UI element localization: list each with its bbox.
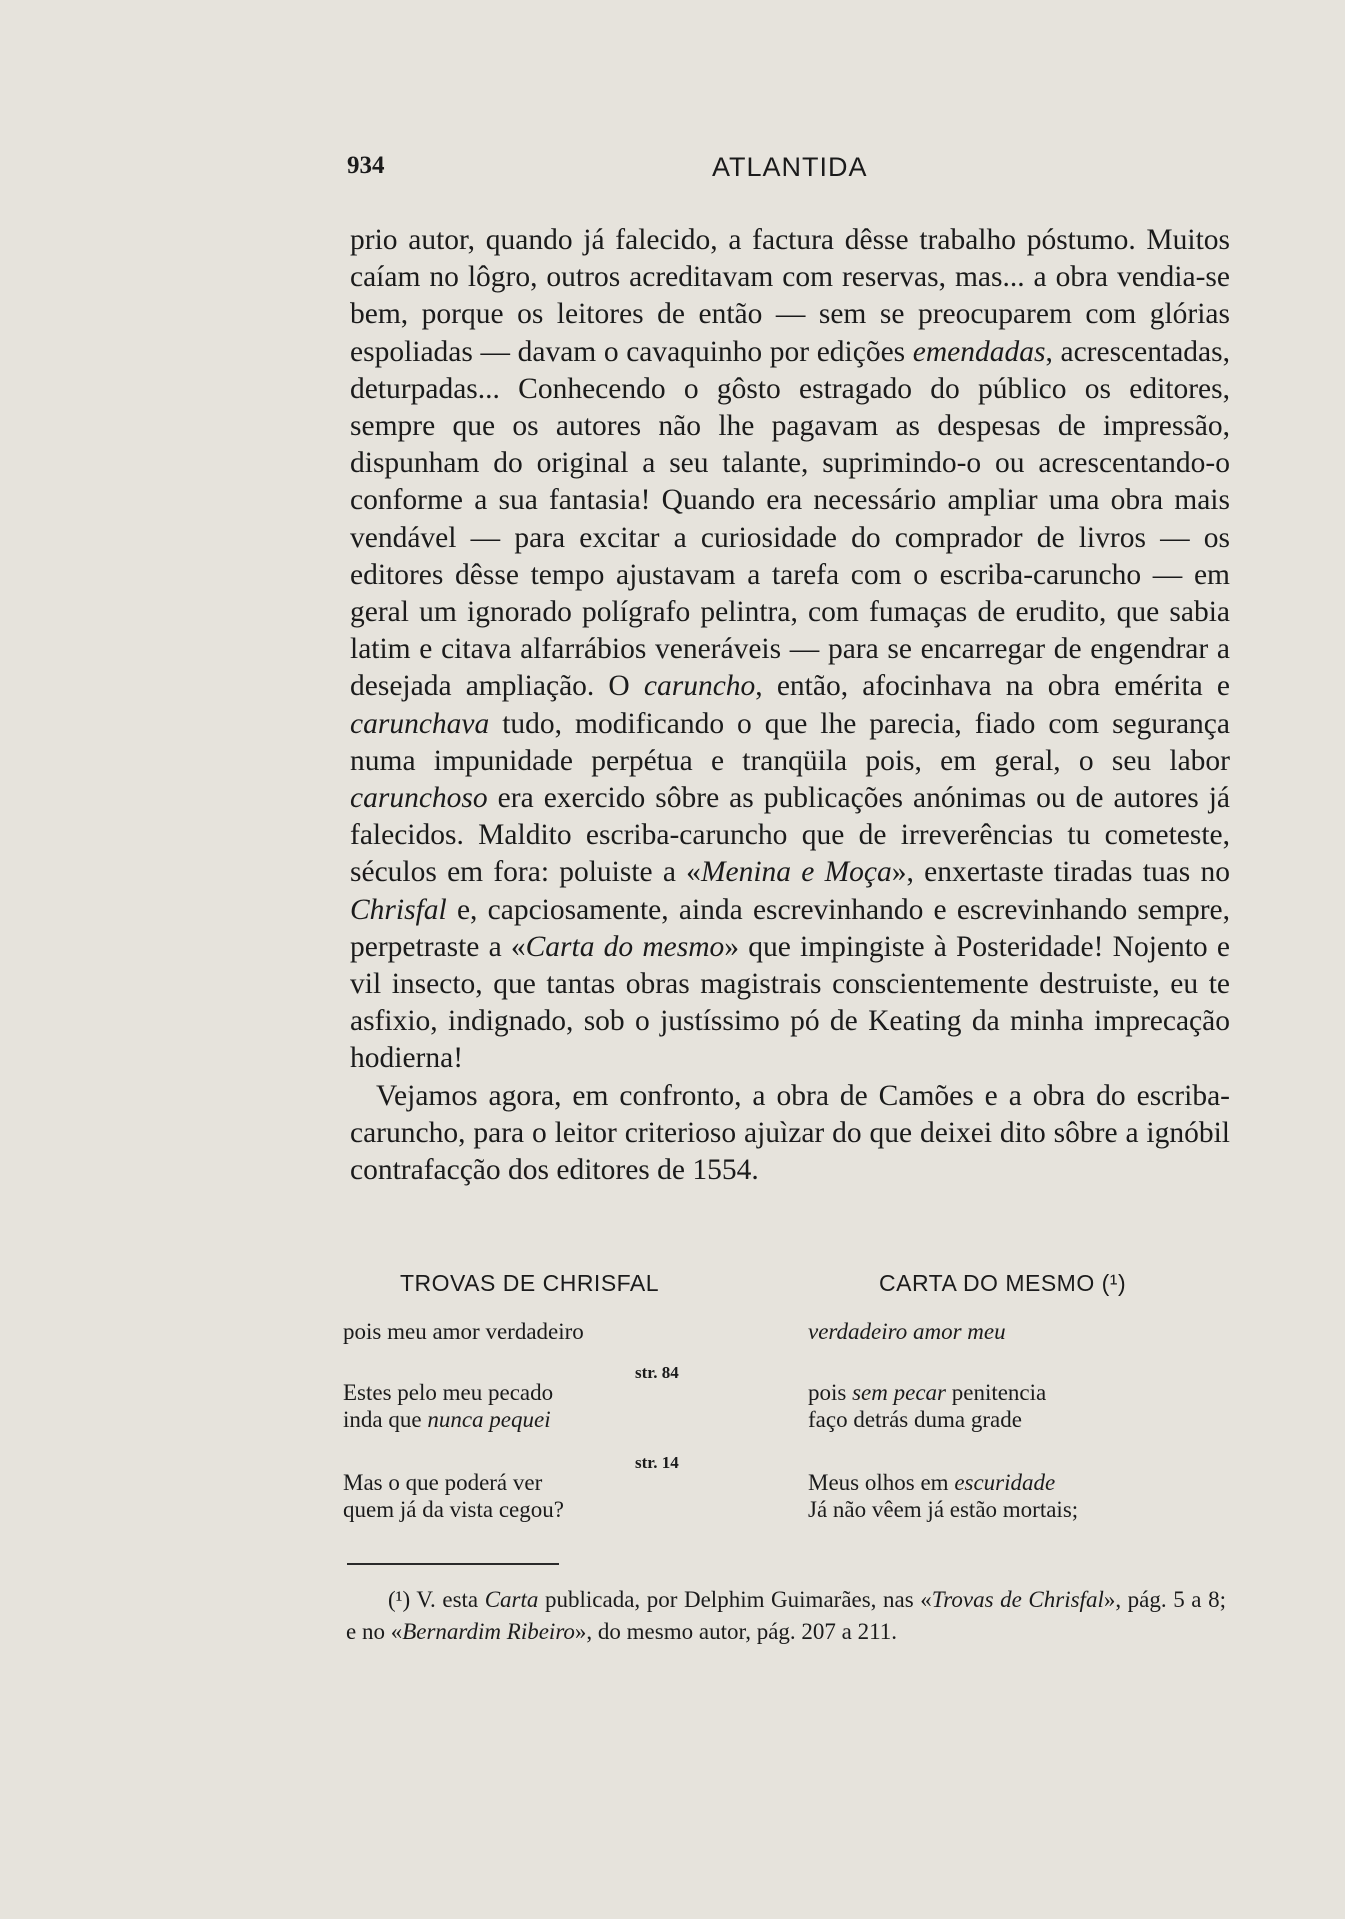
text-run: Vejamos agora, em confronto, a obra de Camões e a obra do escriba-caruncho, para o leitor criterioso ajuìzar do que deixei dito sôbre a ignóbil contrafacção dos editores de 1554. [350,1079,1230,1187]
paragraph [350,222,1230,1078]
verse-line [808,1469,1055,1497]
italic-text: carunchoso [350,782,488,815]
italic-text: sem pecar [852,1380,946,1405]
verse-line [343,1469,542,1497]
verse-line [808,1318,1006,1346]
text-run: era exercido sôbre as publicações anónimas ou de autores já falecidos. Maldito escriba-caruncho que de irreverências tu cometeste, séculos em fora: poluiste a « [350,782,1230,889]
text-run: », do mesmo autor, pág. 207 a 211. [574,1619,898,1644]
verse-line [343,1318,584,1346]
text-run: » que impingiste à Posteridade! Nojento e vil insecto, que tantas obras magistrais conscientemente destruiste, eu te asfixio, indignado, sob o justíssimo pó de Keating da minha imprecação hodierna! [350,930,1230,1075]
paragraph [350,1078,1230,1190]
italic-text: Chrisfal [350,893,447,926]
text-run: Estes pelo meu pecado [343,1380,554,1405]
text-run: , então, afocinhava na obra emérita e [755,670,1230,703]
body-text [350,222,1230,1189]
footnote [346,1584,1226,1648]
text-run: quem já da vista cegou? [343,1497,564,1522]
italic-text: Trovas de Chrisfal [931,1587,1104,1612]
italic-text: verdadeiro amor meu [808,1319,1006,1344]
stanza-ref: str. 84 [635,1363,679,1382]
text-run: e, capciosamente, ainda escrevinhando e escrevinhando sempre, perpetraste a « [350,893,1230,963]
text-run: (¹) V. esta [388,1587,485,1612]
italic-text: escuridade [954,1470,1056,1495]
italic-text: nunca pequei [427,1407,551,1432]
italic-text: Carta do mesmo [525,930,725,963]
running-title: ATLANTIDA [712,152,868,182]
verse-line [343,1406,551,1434]
italic-text: emendadas [912,335,1046,368]
right-column-title: CARTA DO MESMO (¹) [879,1270,1127,1296]
italic-text: Menina e Moça [700,856,892,889]
left-column-title: TROVAS DE CHRISFAL [400,1270,660,1296]
text-run: pois [808,1380,853,1405]
footnote-text [346,1584,1226,1648]
footnote-rule [347,1563,559,1565]
text-run: Já não vêem já estão mortais; [808,1497,1079,1522]
verse-line [343,1379,553,1407]
text-run: faço detrás duma grade [808,1407,1022,1432]
text-run: Meus olhos em [808,1470,955,1495]
verse-line [343,1496,564,1524]
page-number: 934 [347,152,385,179]
page-header [347,152,867,188]
text-run: , acrescentadas, deturpadas... Conhecendo o gôsto estragado do público os editores, sempre que os autores não lhe pagavam as despesas de impressão, dispunham do original a seu talante, suprimindo-o ou acrescentando-o conforme a sua fantasia! Quando era necessário ampliar uma obra mais vendável — para excitar a curiosidade do comprador de livros — os editores dêsse tempo ajustavam a tarefa com o escriba-caruncho — em geral um ignorado polígrafo pelintra, com fumaças de erudito, que sabia latim e citava alfarrábios veneráveis — para se encarregar de engendrar a desejada ampliação. O [350,335,1230,703]
text-run: penitencia [945,1380,1047,1405]
text-run: publicada, por Delphim Guimarães, nas « [538,1587,932,1612]
text-run: Mas o que poderá ver [343,1470,543,1495]
stanza-ref: str. 14 [635,1453,679,1472]
text-run: », pág. 5 a 8; e no « [346,1587,1226,1644]
italic-text: carunchava [350,707,490,740]
text-run: inda que [343,1407,428,1432]
verse-comparison [343,1270,1243,1530]
verse-line [808,1496,1078,1524]
italic-text: Carta [484,1587,539,1612]
text-run: pois meu amor verdadeiro [343,1319,584,1344]
text-run: tudo, modificando o que lhe parecia, fiado com segurança numa impunidade perpétua e tranqüila pois, em geral, o seu labor [350,707,1230,777]
italic-text: Bernardim Ribeiro [402,1619,575,1644]
text-run: », enxertaste tiradas tuas no [891,856,1230,889]
verse-line [808,1379,1046,1407]
italic-text: caruncho [643,670,756,703]
verse-line [808,1406,1022,1434]
text-run: prio autor, quando já falecido, a factura dêsse trabalho póstumo. Muitos caíam no lôgro, outros acreditavam com reservas, mas... a obra vendia-se bem, porque os leitores de então — sem se preocuparem com glórias espoliadas — davam o cavaquinho por edições [350,224,1230,368]
